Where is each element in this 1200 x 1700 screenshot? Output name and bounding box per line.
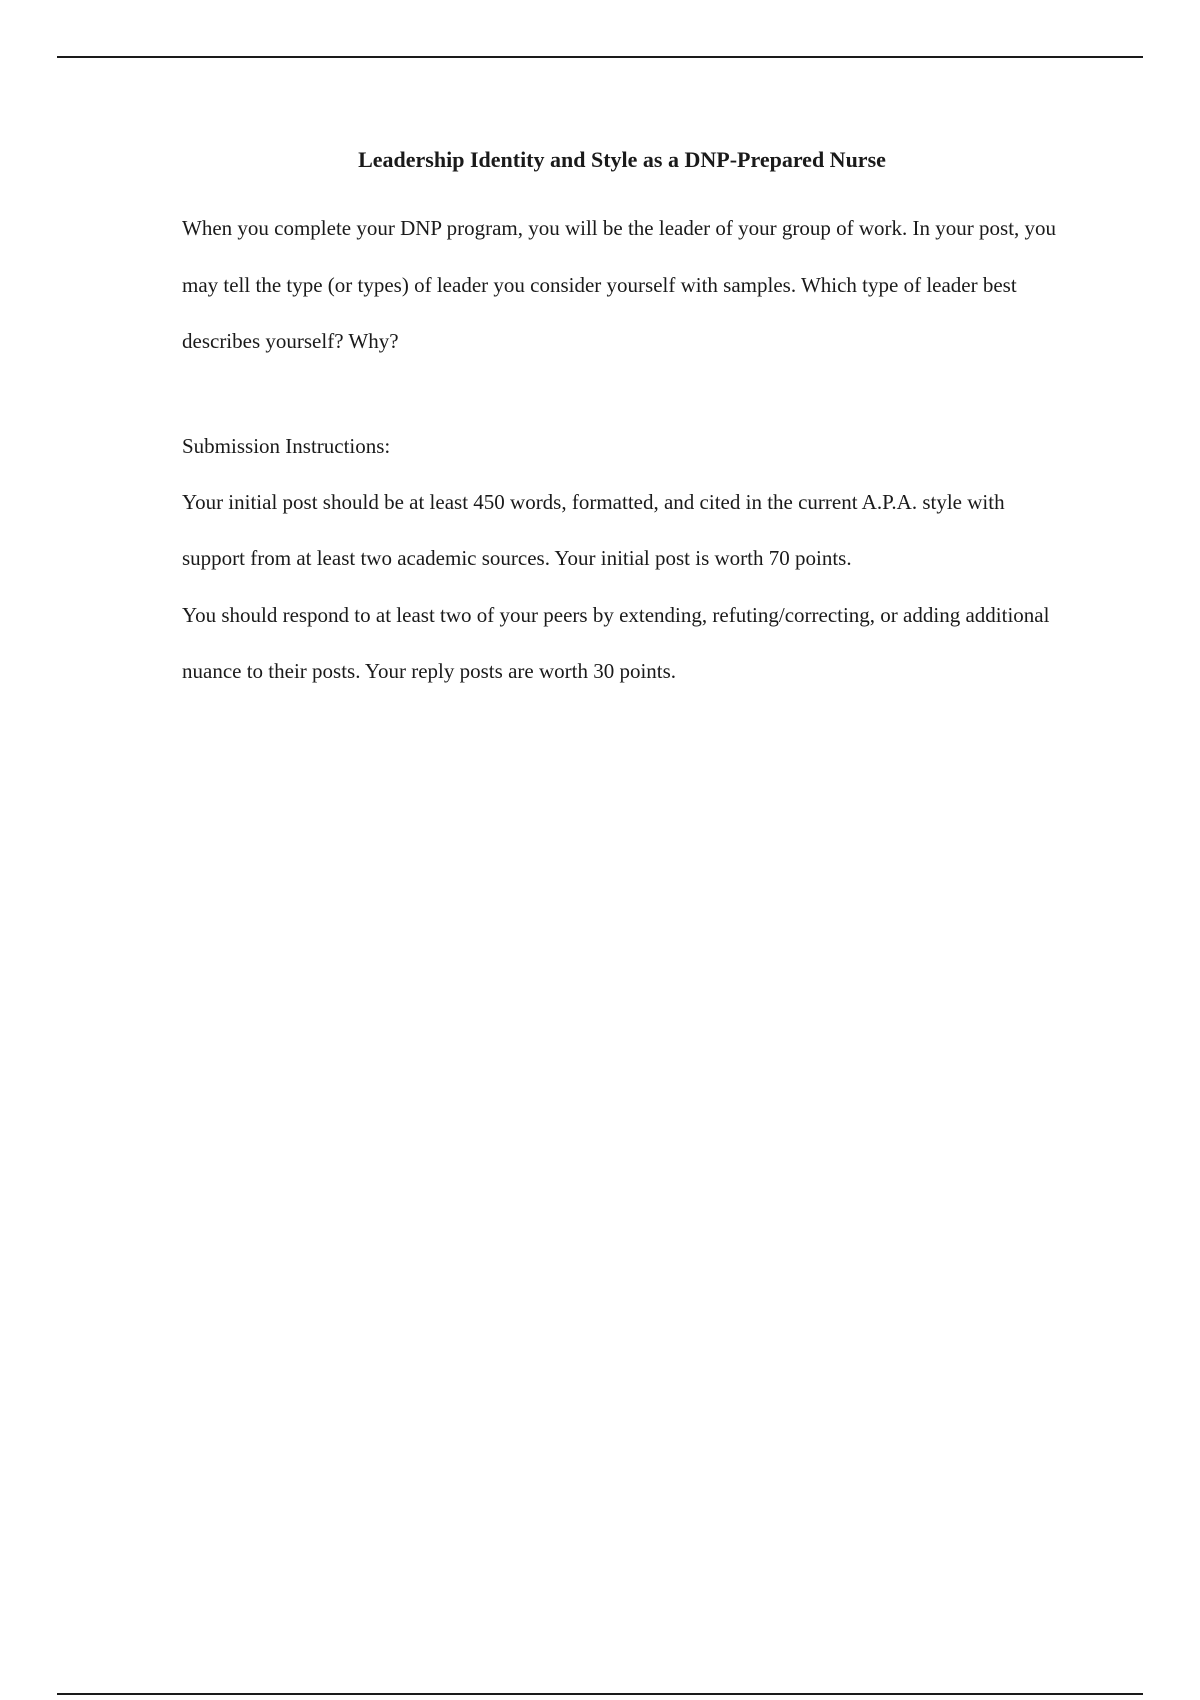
initial-post-instructions: Your initial post should be at least 450 words, formatted, and cited in the current A.P.A. style with support from at least two academic sources. Your initial post is worth 70 points.: [182, 489, 1005, 570]
prompt-paragraph: When you complete your DNP program, you will be the leader of your group of work. In your post, you may tell the type (or types) of leader you consider yourself with samples. Which type of leader best describes yourself? Why?: [182, 216, 1057, 353]
submission-instructions-heading: Submission Instructions:: [182, 433, 391, 458]
bottom-rule: [57, 1693, 1143, 1695]
reply-instructions: You should respond to at least two of your peers by extending, refuting/correcting, or adding additional nuance to their posts. Your reply posts are worth 30 points.: [182, 602, 1050, 683]
top-rule: [57, 56, 1143, 58]
document-body: [182, 140, 1062, 700]
document-title: Leadership Identity and Style as a DNP-Prepared Nurse: [358, 147, 886, 172]
